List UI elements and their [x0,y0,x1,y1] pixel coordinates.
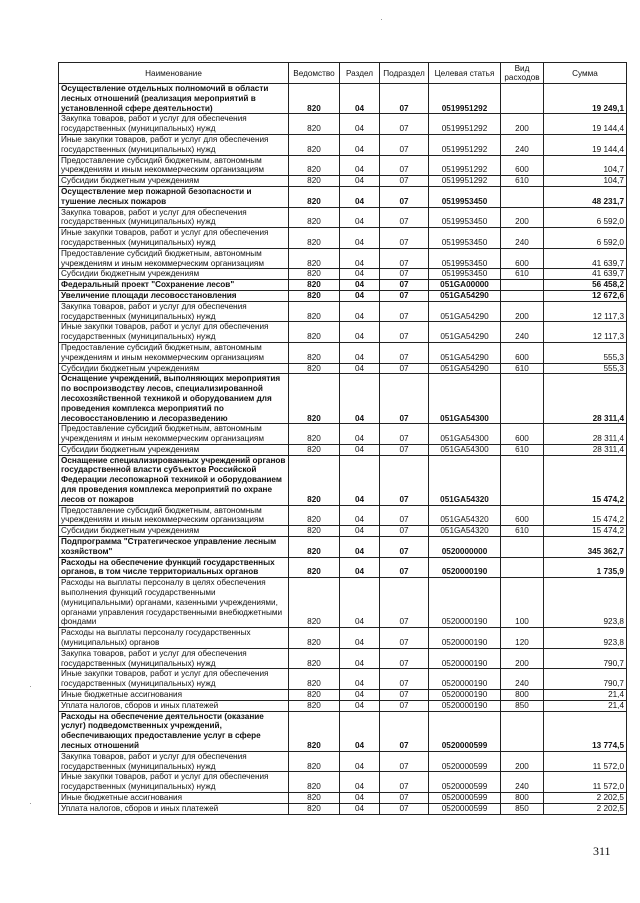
cell-name: Закупка товаров, работ и услуг для обеспечения государственных (муниципальных) нужд [59,301,289,322]
cell-target-article: 051GA54290 [429,290,501,301]
cell-name: Увеличение площади лесовосстановления [59,290,289,301]
cell-expense-type [501,84,544,114]
cell-section: 04 [340,444,380,455]
cell-department: 820 [289,134,340,155]
cell-target-article: 0519951292 [429,134,501,155]
table-row [59,505,627,526]
cell-amount: 2 202,5 [544,803,627,814]
cell-subsection: 07 [380,537,429,558]
cell-name: Субсидии бюджетным учреждениям [59,269,289,280]
cell-target-article: 051GA54300 [429,444,501,455]
scan-dot [30,686,31,687]
cell-section: 04 [340,700,380,711]
cell-expense-type: 610 [501,176,544,187]
cell-section: 04 [340,280,380,291]
cell-subsection: 07 [380,374,429,424]
cell-amount: 13 774,5 [544,711,627,751]
cell-section: 04 [340,537,380,558]
cell-expense-type: 200 [501,114,544,135]
cell-name: Осуществление мер пожарной безопасности и тушение лесных пожаров [59,186,289,207]
cell-subsection: 07 [380,803,429,814]
cell-section: 04 [340,322,380,343]
cell-target-article: 051GA54320 [429,455,501,505]
cell-target-article: 0520000599 [429,803,501,814]
cell-section: 04 [340,526,380,537]
cell-expense-type: 240 [501,134,544,155]
cell-department: 820 [289,176,340,187]
cell-amount: 6 592,0 [544,228,627,249]
cell-name: Иные закупки товаров, работ и услуг для обеспечения государственных (муниципальных) нужд [59,322,289,343]
cell-department: 820 [289,537,340,558]
cell-amount: 12 117,3 [544,301,627,322]
cell-amount: 19 249,1 [544,84,627,114]
cell-target-article: 0520000190 [429,700,501,711]
cell-subsection: 07 [380,444,429,455]
cell-amount: 2 202,5 [544,792,627,803]
table-row [59,176,627,187]
cell-department: 820 [289,578,340,628]
cell-amount: 41 639,7 [544,269,627,280]
cell-expense-type: 850 [501,700,544,711]
cell-target-article: 0520000190 [429,690,501,701]
cell-subsection: 07 [380,342,429,363]
cell-department: 820 [289,280,340,291]
header-amount: Сумма [544,63,627,84]
cell-target-article: 051GA54290 [429,363,501,374]
table-row [59,248,627,269]
cell-expense-type: 200 [501,301,544,322]
cell-expense-type: 240 [501,322,544,343]
header-section: Раздел [340,63,380,84]
cell-target-article: 0519953450 [429,207,501,228]
table-row-subtotal [59,711,627,751]
cell-subsection: 07 [380,248,429,269]
cell-name: Предоставление субсидий бюджетным, автономным учреждениям и иным некоммерческим организациям [59,505,289,526]
cell-section: 04 [340,342,380,363]
cell-target-article: 0520000599 [429,792,501,803]
table-row [59,792,627,803]
cell-department: 820 [289,648,340,669]
cell-target-article: 0520000599 [429,772,501,793]
cell-department: 820 [289,444,340,455]
cell-subsection: 07 [380,772,429,793]
table-row-subtotal [59,455,627,505]
cell-expense-type [501,537,544,558]
cell-target-article: 0520000190 [429,578,501,628]
cell-expense-type [501,711,544,751]
cell-name: Субсидии бюджетным учреждениям [59,444,289,455]
table-row [59,751,627,772]
budget-table [58,62,627,815]
cell-amount: 21,4 [544,700,627,711]
cell-target-article: 0520000190 [429,557,501,578]
cell-amount: 12 117,3 [544,322,627,343]
cell-name: Субсидии бюджетным учреждениям [59,526,289,537]
cell-amount: 790,7 [544,648,627,669]
cell-subsection: 07 [380,648,429,669]
table-row [59,526,627,537]
cell-amount: 15 474,2 [544,526,627,537]
cell-subsection: 07 [380,114,429,135]
cell-name: Закупка товаров, работ и услуг для обеспечения государственных (муниципальных) нужд [59,207,289,228]
cell-section: 04 [340,186,380,207]
table-row-subtotal [59,280,627,291]
table-row [59,342,627,363]
cell-name: Иные бюджетные ассигнования [59,690,289,701]
cell-expense-type: 600 [501,342,544,363]
cell-subsection: 07 [380,155,429,176]
cell-department: 820 [289,803,340,814]
table-row [59,301,627,322]
cell-name: Иные бюджетные ассигнования [59,792,289,803]
cell-name: Оснащение учреждений, выполняющих мероприятия по воспроизводству лесов, специализированной лесохозяйственной техникой и оборудованием для проведения комплекса мероприятий по лесовосстановлению и лесоразведению [59,374,289,424]
table-header-row [59,63,627,84]
cell-name: Предоставление субсидий бюджетным, автономным учреждениям и иным некоммерческим организациям [59,424,289,445]
cell-section: 04 [340,134,380,155]
cell-name: Субсидии бюджетным учреждениям [59,176,289,187]
cell-target-article: 051GA00000 [429,280,501,291]
cell-amount: 555,3 [544,342,627,363]
cell-section: 04 [340,269,380,280]
cell-section: 04 [340,772,380,793]
cell-subsection: 07 [380,280,429,291]
cell-expense-type: 600 [501,505,544,526]
cell-amount: 12 672,6 [544,290,627,301]
cell-name: Подпрограмма "Стратегическое управление лесным хозяйством" [59,537,289,558]
cell-department: 820 [289,114,340,135]
cell-target-article: 051GA54290 [429,322,501,343]
cell-target-article: 0519951292 [429,155,501,176]
cell-department: 820 [289,269,340,280]
cell-target-article: 0520000599 [429,711,501,751]
cell-amount: 28 311,4 [544,424,627,445]
scan-dot [381,19,382,20]
cell-subsection: 07 [380,424,429,445]
cell-expense-type: 610 [501,526,544,537]
table-body [59,84,627,815]
cell-target-article: 051GA54290 [429,301,501,322]
cell-amount: 56 458,2 [544,280,627,291]
cell-subsection: 07 [380,792,429,803]
cell-name: Расходы на обеспечение функций государственных органов, в том числе территориальных органов [59,557,289,578]
cell-section: 04 [340,228,380,249]
cell-section: 04 [340,207,380,228]
cell-target-article: 0519953450 [429,269,501,280]
cell-section: 04 [340,424,380,445]
cell-section: 04 [340,505,380,526]
cell-department: 820 [289,84,340,114]
cell-department: 820 [289,207,340,228]
cell-amount: 41 639,7 [544,248,627,269]
table-row [59,444,627,455]
cell-target-article: 0520000190 [429,669,501,690]
cell-name: Оснащение специализированных учреждений органов государственной власти субъектов Российской Федерации лесопожарной техникой и оборудованием для проведения комплекса мероприятий по охране лесов от пожаров [59,455,289,505]
cell-department: 820 [289,322,340,343]
cell-target-article: 0519951292 [429,176,501,187]
cell-department: 820 [289,690,340,701]
cell-amount: 1 735,9 [544,557,627,578]
cell-section: 04 [340,455,380,505]
cell-expense-type: 240 [501,772,544,793]
cell-expense-type: 200 [501,648,544,669]
table-row [59,690,627,701]
table-row [59,424,627,445]
cell-department: 820 [289,711,340,751]
cell-amount: 28 311,4 [544,374,627,424]
cell-department: 820 [289,228,340,249]
cell-amount: 345 362,7 [544,537,627,558]
cell-name: Субсидии бюджетным учреждениям [59,363,289,374]
cell-name: Расходы на обеспечение деятельности (оказание услуг) подведомственных учреждений, обеспечивающих предоставление услуг в сфере лесных отношений [59,711,289,751]
cell-amount: 923,8 [544,578,627,628]
cell-expense-type [501,455,544,505]
cell-subsection: 07 [380,628,429,649]
cell-target-article: 0520000599 [429,751,501,772]
cell-subsection: 07 [380,557,429,578]
cell-target-article: 051GA54300 [429,374,501,424]
cell-section: 04 [340,301,380,322]
cell-subsection: 07 [380,269,429,280]
table-row-subtotal [59,557,627,578]
cell-amount: 555,3 [544,363,627,374]
cell-department: 820 [289,455,340,505]
cell-amount: 6 592,0 [544,207,627,228]
table-row-subtotal [59,290,627,301]
cell-department: 820 [289,342,340,363]
cell-subsection: 07 [380,186,429,207]
table-row [59,669,627,690]
cell-section: 04 [340,690,380,701]
cell-amount: 21,4 [544,690,627,701]
cell-name: Предоставление субсидий бюджетным, автономным учреждениям и иным некоммерческим организациям [59,155,289,176]
cell-section: 04 [340,363,380,374]
cell-department: 820 [289,628,340,649]
cell-expense-type: 600 [501,155,544,176]
cell-amount: 15 474,2 [544,505,627,526]
cell-target-article: 0519953450 [429,248,501,269]
cell-department: 820 [289,374,340,424]
cell-target-article: 0519951292 [429,114,501,135]
cell-name: Закупка товаров, работ и услуг для обеспечения государственных (муниципальных) нужд [59,114,289,135]
table-row-subtotal [59,537,627,558]
cell-target-article: 051GA54300 [429,424,501,445]
table-row [59,700,627,711]
cell-subsection: 07 [380,228,429,249]
cell-expense-type [501,557,544,578]
cell-subsection: 07 [380,322,429,343]
cell-subsection: 07 [380,751,429,772]
cell-subsection: 07 [380,711,429,751]
cell-department: 820 [289,669,340,690]
cell-name: Иные закупки товаров, работ и услуг для обеспечения государственных (муниципальных) нужд [59,772,289,793]
cell-subsection: 07 [380,176,429,187]
table-row [59,363,627,374]
cell-expense-type: 600 [501,424,544,445]
cell-expense-type: 800 [501,690,544,701]
cell-department: 820 [289,186,340,207]
cell-subsection: 07 [380,455,429,505]
cell-subsection: 07 [380,690,429,701]
cell-target-article: 0520000190 [429,628,501,649]
cell-section: 04 [340,84,380,114]
cell-name: Уплата налогов, сборов и иных платежей [59,803,289,814]
table-row [59,628,627,649]
scan-dot [30,803,31,804]
table-row-subtotal [59,84,627,114]
cell-department: 820 [289,290,340,301]
cell-department: 820 [289,155,340,176]
cell-target-article: 0519953450 [429,186,501,207]
table-row [59,114,627,135]
cell-subsection: 07 [380,363,429,374]
cell-section: 04 [340,628,380,649]
cell-expense-type [501,290,544,301]
cell-expense-type: 100 [501,578,544,628]
cell-subsection: 07 [380,578,429,628]
cell-section: 04 [340,648,380,669]
cell-target-article: 051GA54320 [429,526,501,537]
cell-expense-type: 610 [501,444,544,455]
table-row [59,322,627,343]
cell-amount: 11 572,0 [544,751,627,772]
cell-expense-type: 200 [501,751,544,772]
header-target-article: Целевая статья [429,63,501,84]
table-row [59,134,627,155]
table-row [59,578,627,628]
cell-name: Расходы на выплаты персоналу в целях обеспечения выполнения функций государственными (муниципальными) органами, казенными учреждениями, органами управления государственными внебюджетными фондами [59,578,289,628]
cell-expense-type: 240 [501,669,544,690]
table-row [59,772,627,793]
cell-department: 820 [289,248,340,269]
cell-name: Осуществление отдельных полномочий в области лесных отношений (реализация мероприятий в установленной сфере деятельности) [59,84,289,114]
table-row [59,648,627,669]
cell-department: 820 [289,363,340,374]
cell-department: 820 [289,772,340,793]
cell-section: 04 [340,669,380,690]
cell-subsection: 07 [380,505,429,526]
cell-amount: 790,7 [544,669,627,690]
cell-section: 04 [340,374,380,424]
cell-amount: 28 311,4 [544,444,627,455]
cell-target-article: 051GA54320 [429,505,501,526]
cell-subsection: 07 [380,290,429,301]
cell-name: Иные закупки товаров, работ и услуг для обеспечения государственных (муниципальных) нужд [59,669,289,690]
cell-name: Федеральный проект "Сохранение лесов" [59,280,289,291]
table-row [59,803,627,814]
cell-section: 04 [340,155,380,176]
cell-subsection: 07 [380,301,429,322]
table-row-subtotal [59,374,627,424]
table-row [59,155,627,176]
cell-section: 04 [340,557,380,578]
table-row [59,207,627,228]
cell-department: 820 [289,557,340,578]
header-department: Ведомство [289,63,340,84]
cell-amount: 48 231,7 [544,186,627,207]
cell-section: 04 [340,711,380,751]
cell-target-article: 0520000190 [429,648,501,669]
cell-expense-type: 120 [501,628,544,649]
table-row [59,228,627,249]
cell-section: 04 [340,290,380,301]
cell-expense-type: 610 [501,269,544,280]
cell-target-article: 0519953450 [429,228,501,249]
cell-amount: 19 144,4 [544,114,627,135]
cell-department: 820 [289,424,340,445]
cell-name: Иные закупки товаров, работ и услуг для обеспечения государственных (муниципальных) нужд [59,228,289,249]
cell-expense-type: 200 [501,207,544,228]
cell-expense-type: 800 [501,792,544,803]
cell-section: 04 [340,792,380,803]
cell-amount: 104,7 [544,155,627,176]
cell-subsection: 07 [380,134,429,155]
cell-subsection: 07 [380,526,429,537]
cell-name: Уплата налогов, сборов и иных платежей [59,700,289,711]
cell-subsection: 07 [380,669,429,690]
header-name: Наименование [59,63,289,84]
cell-expense-type: 240 [501,228,544,249]
cell-section: 04 [340,176,380,187]
cell-name: Расходы на выплаты персоналу государственных (муниципальных) органов [59,628,289,649]
cell-target-article: 051GA54290 [429,342,501,363]
cell-amount: 19 144,4 [544,134,627,155]
cell-expense-type [501,186,544,207]
cell-amount: 15 474,2 [544,455,627,505]
cell-department: 820 [289,751,340,772]
cell-expense-type: 610 [501,363,544,374]
cell-amount: 923,8 [544,628,627,649]
cell-section: 04 [340,751,380,772]
cell-department: 820 [289,792,340,803]
table-row [59,269,627,280]
cell-name: Закупка товаров, работ и услуг для обеспечения государственных (муниципальных) нужд [59,751,289,772]
page-number: 311 [593,844,611,858]
cell-name: Закупка товаров, работ и услуг для обеспечения государственных (муниципальных) нужд [59,648,289,669]
cell-section: 04 [340,114,380,135]
cell-department: 820 [289,505,340,526]
cell-amount: 104,7 [544,176,627,187]
cell-subsection: 07 [380,700,429,711]
cell-expense-type: 850 [501,803,544,814]
cell-expense-type [501,280,544,291]
cell-department: 820 [289,700,340,711]
cell-name: Предоставление субсидий бюджетным, автономным учреждениям и иным некоммерческим организациям [59,248,289,269]
cell-expense-type: 600 [501,248,544,269]
cell-target-article: 0519951292 [429,84,501,114]
cell-name: Иные закупки товаров, работ и услуг для обеспечения государственных (муниципальных) нужд [59,134,289,155]
cell-section: 04 [340,578,380,628]
cell-target-article: 0520000000 [429,537,501,558]
cell-department: 820 [289,301,340,322]
cell-department: 820 [289,526,340,537]
cell-expense-type [501,374,544,424]
cell-section: 04 [340,248,380,269]
header-expense-type: Вид расходов [501,63,544,84]
cell-subsection: 07 [380,207,429,228]
cell-section: 04 [340,803,380,814]
cell-amount: 11 572,0 [544,772,627,793]
table-row-subtotal [59,186,627,207]
cell-subsection: 07 [380,84,429,114]
cell-name: Предоставление субсидий бюджетным, автономным учреждениям и иным некоммерческим организациям [59,342,289,363]
header-subsection: Подраздел [380,63,429,84]
